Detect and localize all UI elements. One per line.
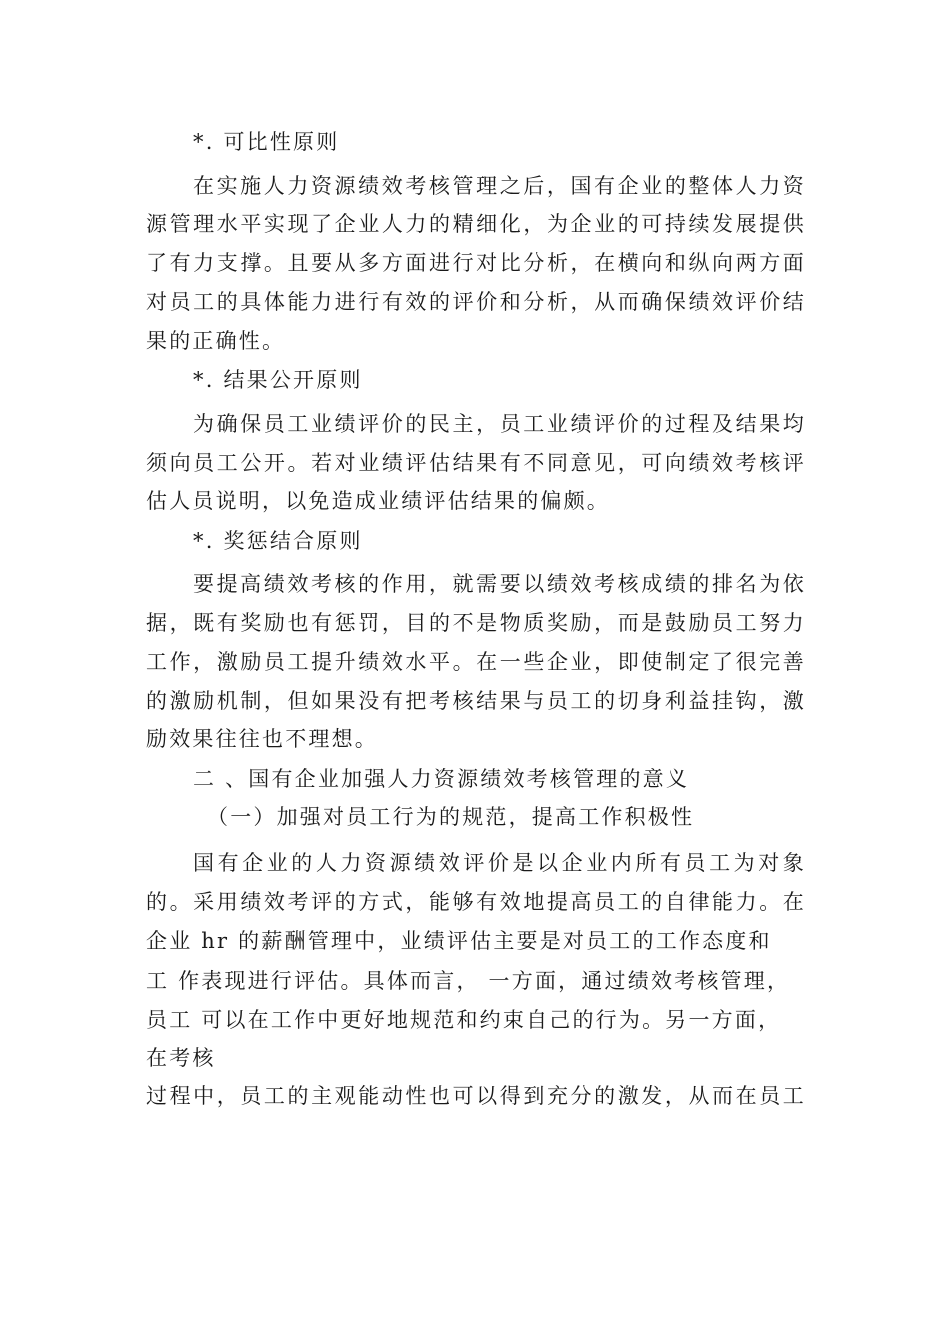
paragraph-line: 在实施人力资源绩效考核管理之后，国有企业的整体人力资 [193, 174, 806, 198]
paragraph-line: 企业 hr 的薪酬管理中，业绩评估主要是对员工的工作态度和 [146, 929, 772, 953]
paragraph-line: 国有企业的人力资源绩效评价是以企业内所有员工为对象 [193, 851, 806, 875]
paragraph-line: 据，既有奖励也有惩罚，目的不是物质奖励，而是鼓励员工努力 [146, 611, 806, 635]
paragraph-line: 了有力支撑。且要从多方面进行对比分析，在横向和纵向两方面 [146, 251, 806, 275]
paragraph-line: 员工 可以在工作中更好地规范和约束自己的行为。另一方面， [146, 1008, 782, 1032]
paragraph-line: 为确保员工业绩评价的民主，员工业绩评价的过程及结果均 [193, 412, 806, 436]
paragraph-line: 源管理水平实现了企业人力的精细化，为企业的可持续发展提供 [146, 212, 806, 236]
section-heading-comparability: *. 可比性原则 [193, 130, 340, 154]
chapter-heading: 二 、国有企业加强人力资源绩效考核管理的意义 [193, 767, 690, 791]
paragraph-line: 的激励机制，但如果没有把考核结果与员工的切身利益挂钩，激 [146, 689, 806, 713]
paragraph-line: 对员工的具体能力进行有效的评价和分析，从而确保绩效评价结 [146, 290, 806, 314]
paragraph-line: 估人员说明，以免造成业绩评估结果的偏颇。 [146, 489, 610, 513]
paragraph-line: 在考核 [146, 1046, 216, 1070]
section-heading-reward-punishment: *. 奖惩结合原则 [193, 529, 363, 553]
paragraph-line: 果的正确性。 [146, 329, 286, 353]
paragraph-line: 工作，激励员工提升绩效水平。在一些企业，即使制定了很完善 [146, 650, 806, 674]
paragraph-line: 要提高绩效考核的作用，就需要以绩效考核成绩的排名为依 [193, 572, 806, 596]
subsection-heading: （一）加强对员工行为的规范，提高工作积极性 [207, 805, 695, 829]
paragraph-line: 励效果往往也不理想。 [146, 727, 378, 751]
section-heading-public-results: *. 结果公开原则 [193, 368, 363, 392]
paragraph-line: 工 作表现进行评估。具体而言， 一方面，通过绩效考核管理， [146, 969, 791, 993]
paragraph-line: 的。采用绩效考评的方式，能够有效地提高员工的自律能力。在 [146, 890, 806, 914]
paragraph-line: 须向员工公开。若对业绩评估结果有不同意见，可向绩效考核评 [146, 451, 806, 475]
paragraph-line: 过程中，员工的主观能动性也可以得到充分的激发，从而在员工 [146, 1084, 806, 1108]
